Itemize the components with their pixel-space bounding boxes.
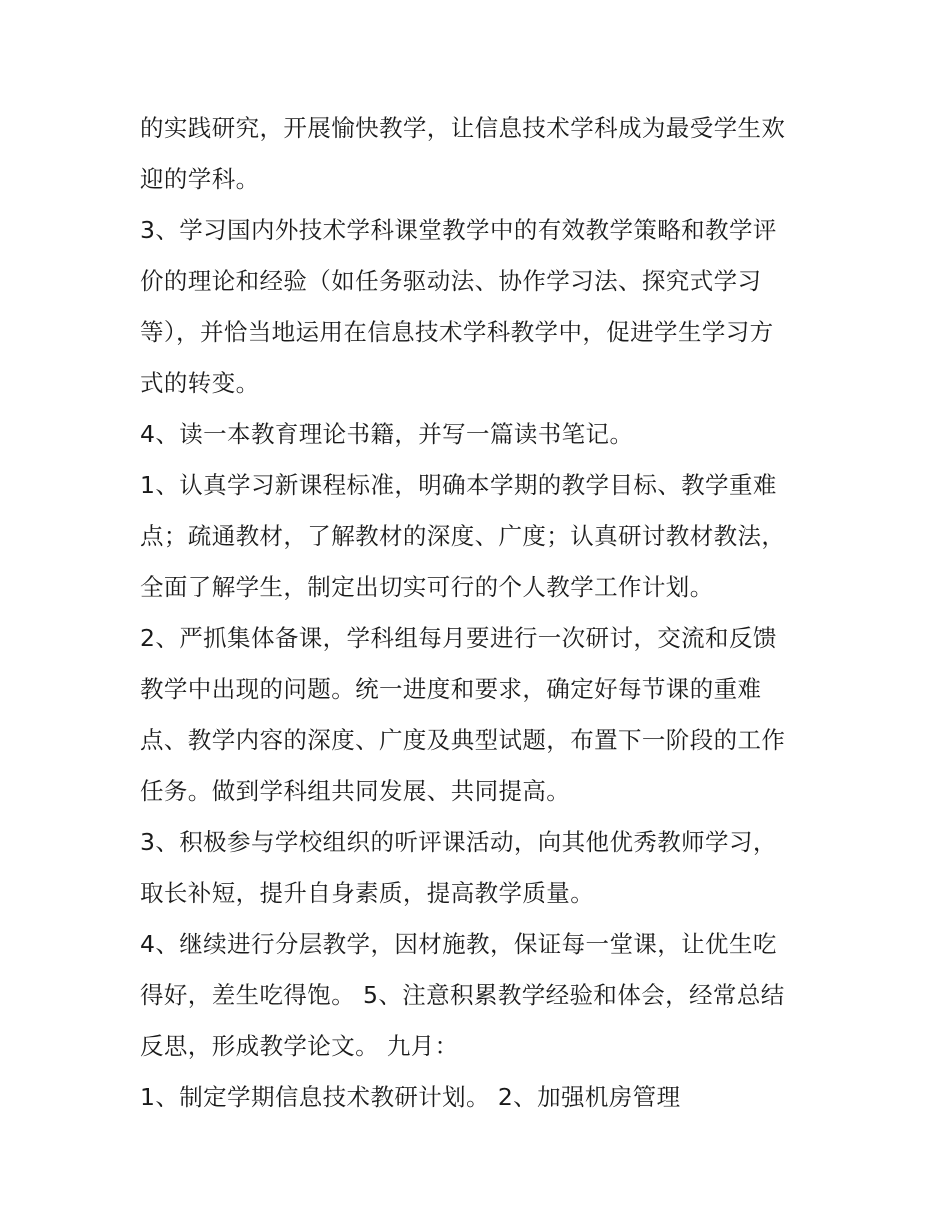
text-line: 迎的学科。 [140,165,260,193]
text-line: 1、认真学习新课程标准，明确本学期的教学目标、教学重难 [140,471,777,499]
text-line: 点、教学内容的深度、广度及典型试题，布置下一阶段的工作 [140,726,786,754]
text-line: 等），并恰当地运用在信息技术学科教学中，促进学生学习方 [140,318,774,346]
text-line: 取长补短，提升自身素质，提高教学质量。 [140,879,595,907]
text-line: 4、继续进行分层教学，因材施教，保证每一堂课，让优生吃 [140,930,777,958]
text-line: 3、积极参与学校组织的听评课活动，向其他优秀教师学习， [140,828,777,856]
text-line: 任务。做到学科组共同发展、共同提高。 [140,777,571,805]
document-body [140,103,820,1123]
text-line: 的实践研究，开展愉快教学，让信息技术学科成为最受学生欢 [140,114,786,142]
text-line: 教学中出现的问题。统一进度和要求，确定好每节课的重难 [140,675,762,703]
text-line: 1、制定学期信息技术教研计划。 2、加强机房管理 [140,1083,681,1111]
text-line: 3、学习国内外技术学科课堂教学中的有效教学策略和教学评 [140,216,777,244]
text-line: 2、严抓集体备课，学科组每月要进行一次研讨，交流和反馈 [140,624,777,652]
text-line: 点；疏通教材，了解教材的深度、广度；认真研讨教材教法， [140,522,786,550]
text-line: 得好，差生吃得饱。 5、注意积累教学经验和体会，经常总结 [140,981,785,1009]
text-line: 式的转变。 [140,369,260,397]
text-line: 全面了解学生，制定出切实可行的个人教学工作计划。 [140,573,714,601]
text-line: 4、读一本教育理论书籍，并写一篇读书笔记。 [140,420,634,448]
text-line: 反思，形成教学论文。 九月： [140,1032,459,1060]
text-line: 价的理论和经验（如任务驱动法、协作学习法、探究式学习 [140,267,762,295]
